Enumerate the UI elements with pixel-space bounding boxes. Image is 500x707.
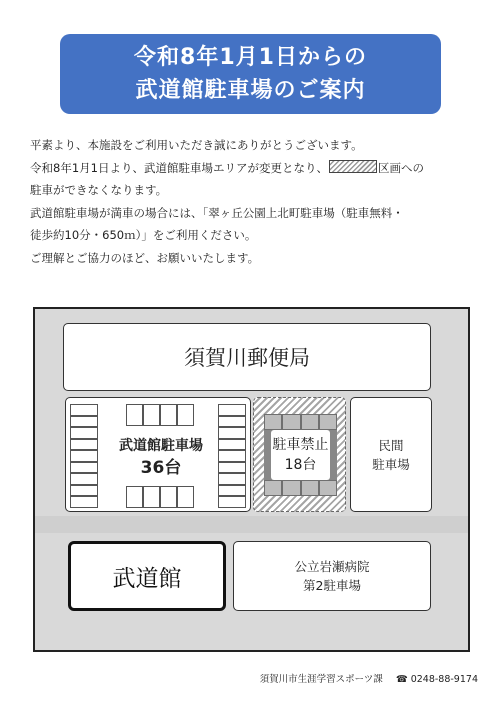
no-parking-count: 18台 xyxy=(284,457,317,473)
title-banner xyxy=(60,34,441,114)
no-parking-slot xyxy=(319,414,337,430)
parking-slot xyxy=(70,427,98,439)
budokan-parking-block xyxy=(65,397,251,512)
notice-paragraph-6: ご理解とご協力のほど、お願いいたします。 xyxy=(30,250,260,265)
budokan-parking-count: 36台 xyxy=(140,458,182,478)
private-parking-line-1: 民間 xyxy=(378,437,404,453)
hospital-parking-line-1: 公立岩瀬病院 xyxy=(294,559,370,574)
parking-slot xyxy=(177,404,194,426)
notice-text xyxy=(30,134,480,270)
parking-slot xyxy=(160,486,177,508)
post-office-block xyxy=(63,323,431,391)
parking-slot xyxy=(218,485,246,497)
no-parking-slot xyxy=(301,480,319,496)
title-line-2: 武道館駐車場のご案内 xyxy=(135,78,366,103)
parking-slot xyxy=(143,404,160,426)
no-parking-slot xyxy=(264,414,282,430)
budokan-label: 武道館 xyxy=(112,565,182,592)
title-line-1: 令和8年1月1日からの xyxy=(134,45,367,70)
parking-slot xyxy=(70,450,98,462)
phone-number: 0248-88-9174 xyxy=(410,674,478,685)
parking-slot xyxy=(70,485,98,497)
notice-paragraph-5: 徒歩約10分・650ｍ）」をご利用ください。 xyxy=(30,228,257,243)
parking-slot xyxy=(70,416,98,428)
parking-slot xyxy=(218,404,246,416)
private-parking-block xyxy=(350,397,432,512)
no-parking-name: 駐車禁止 xyxy=(272,437,329,453)
notice-paragraph-2 xyxy=(30,157,480,180)
parking-slot xyxy=(70,462,98,474)
no-parking-area xyxy=(253,397,346,512)
parking-slot xyxy=(70,439,98,451)
notice-text-after-swatch: 区画への xyxy=(377,160,424,175)
phone-icon: ☎ xyxy=(395,674,408,685)
hatched-area-swatch xyxy=(329,160,377,173)
road xyxy=(35,516,468,533)
no-parking-slot xyxy=(301,414,319,430)
parking-slot xyxy=(218,496,246,508)
no-parking-label xyxy=(271,430,330,480)
notice-paragraph-4: 武道館駐車場が満車の場合には、「翠ヶ丘公園上北町駐車場（駐車無料・ xyxy=(30,205,404,220)
hospital-parking-block xyxy=(233,541,431,611)
parking-slot xyxy=(218,416,246,428)
hospital-parking-line-2: 第2駐車場 xyxy=(303,578,361,593)
department-name: 須賀川市生涯学習スポーツ課 xyxy=(259,674,383,685)
footer-contact xyxy=(260,671,478,685)
notice-paragraph-3: 駐車ができなくなります。 xyxy=(30,183,168,198)
parking-slot xyxy=(126,486,143,508)
parking-slot xyxy=(218,473,246,485)
parking-slot xyxy=(160,404,177,426)
no-parking-slot xyxy=(264,480,282,496)
no-parking-slot xyxy=(319,480,337,496)
budokan-parking-label xyxy=(106,432,216,482)
budokan-building xyxy=(68,541,226,611)
parking-slot xyxy=(70,404,98,416)
notice-text-before-swatch: 令和8年1月1日より、武道館駐車場エリアが変更となり、 xyxy=(30,160,328,175)
no-parking-slot xyxy=(282,414,300,430)
parking-slot xyxy=(218,462,246,474)
parking-slot xyxy=(177,486,194,508)
parking-slot xyxy=(218,427,246,439)
parking-slot xyxy=(143,486,160,508)
parking-map xyxy=(33,307,470,652)
post-office-label: 須賀川郵便局 xyxy=(184,346,310,370)
private-parking-line-2: 駐車場 xyxy=(372,456,410,472)
parking-slot xyxy=(126,404,143,426)
parking-slot xyxy=(70,496,98,508)
budokan-parking-name: 武道館駐車場 xyxy=(119,438,203,454)
no-parking-slot xyxy=(282,480,300,496)
parking-slot xyxy=(218,450,246,462)
parking-slot xyxy=(70,473,98,485)
parking-slot xyxy=(218,439,246,451)
notice-paragraph-1: 平素より、本施設をご利用いただき誠にありがとうございます。 xyxy=(30,138,363,152)
